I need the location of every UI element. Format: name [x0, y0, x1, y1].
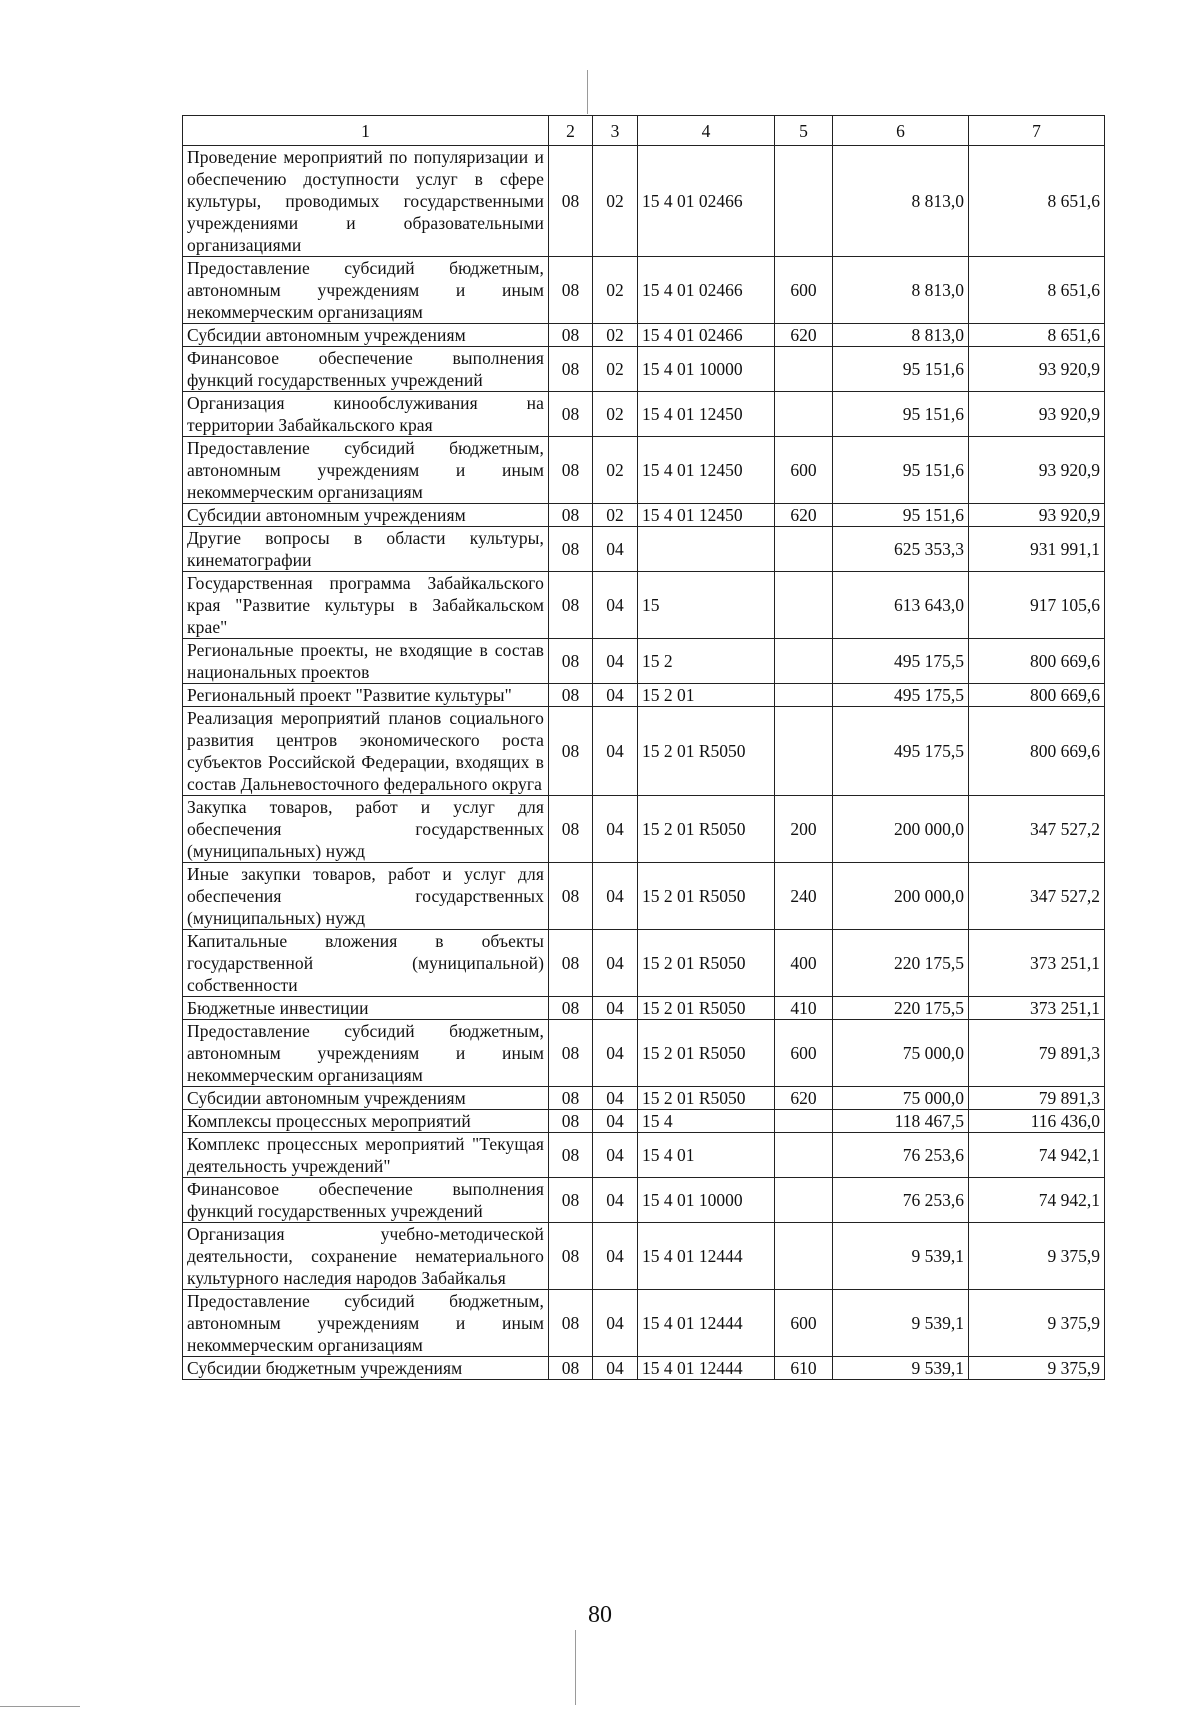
amount-year2-cell: 9 375,9 [969, 1357, 1105, 1380]
header-cell: 1 [183, 116, 549, 146]
table-row [183, 527, 1105, 572]
amount-year2-cell: 9 375,9 [969, 1223, 1105, 1290]
section-code-cell: 08 [549, 257, 593, 324]
expense-type-cell [775, 1178, 833, 1223]
amount-year1-cell: 200 000,0 [833, 796, 969, 863]
amount-year2-cell: 93 920,9 [969, 504, 1105, 527]
row-name-cell: Субсидии бюджетным учреждениям [183, 1357, 549, 1380]
target-article-cell: 15 4 01 12444 [638, 1223, 775, 1290]
amount-year2-cell: 347 527,2 [969, 796, 1105, 863]
section-code-cell: 08 [549, 1178, 593, 1223]
target-article-cell: 15 4 01 02466 [638, 257, 775, 324]
target-article-cell: 15 2 01 R5050 [638, 1020, 775, 1087]
amount-year1-cell: 220 175,5 [833, 930, 969, 997]
expense-type-cell [775, 1110, 833, 1133]
table-row [183, 1133, 1105, 1178]
scan-artifact [587, 70, 588, 114]
row-name-cell: Бюджетные инвестиции [183, 997, 549, 1020]
table-row [183, 997, 1105, 1020]
amount-year2-cell: 74 942,1 [969, 1133, 1105, 1178]
amount-year2-cell: 8 651,6 [969, 257, 1105, 324]
table-row [183, 1020, 1105, 1087]
expense-type-cell [775, 684, 833, 707]
table-row [183, 257, 1105, 324]
expense-type-cell: 600 [775, 1290, 833, 1357]
row-name-cell: Закупка товаров, работ и услуг для обеспечения государственных (муниципальных) нужд [183, 796, 549, 863]
target-article-cell: 15 2 01 R5050 [638, 796, 775, 863]
amount-year2-cell: 93 920,9 [969, 347, 1105, 392]
amount-year2-cell: 800 669,6 [969, 639, 1105, 684]
subsection-code-cell: 04 [593, 796, 638, 863]
amount-year1-cell: 95 151,6 [833, 437, 969, 504]
row-name-cell: Предоставление субсидий бюджетным, автономным учреждениям и иным некоммерческим организациям [183, 437, 549, 504]
expense-type-cell: 200 [775, 796, 833, 863]
expense-type-cell: 400 [775, 930, 833, 997]
amount-year1-cell: 220 175,5 [833, 997, 969, 1020]
row-name-cell: Другие вопросы в области культуры, кинематографии [183, 527, 549, 572]
header-cell: 6 [833, 116, 969, 146]
target-article-cell: 15 4 01 02466 [638, 324, 775, 347]
amount-year2-cell: 8 651,6 [969, 324, 1105, 347]
subsection-code-cell: 04 [593, 1110, 638, 1133]
row-name-cell: Предоставление субсидий бюджетным, автономным учреждениям и иным некоммерческим организациям [183, 1290, 549, 1357]
row-name-cell: Организация учебно-методической деятельности, сохранение нематериального культурного наследия народов Забайкалья [183, 1223, 549, 1290]
section-code-cell: 08 [549, 997, 593, 1020]
target-article-cell: 15 4 [638, 1110, 775, 1133]
target-article-cell: 15 [638, 572, 775, 639]
amount-year2-cell: 9 375,9 [969, 1290, 1105, 1357]
row-name-cell: Региональные проекты, не входящие в состав национальных проектов [183, 639, 549, 684]
amount-year1-cell: 200 000,0 [833, 863, 969, 930]
subsection-code-cell: 04 [593, 1178, 638, 1223]
table-row [183, 1087, 1105, 1110]
amount-year1-cell: 613 643,0 [833, 572, 969, 639]
target-article-cell: 15 4 01 12444 [638, 1357, 775, 1380]
table-row [183, 639, 1105, 684]
amount-year1-cell: 9 539,1 [833, 1290, 969, 1357]
table-row [183, 437, 1105, 504]
amount-year1-cell: 495 175,5 [833, 684, 969, 707]
subsection-code-cell: 02 [593, 257, 638, 324]
row-name-cell: Проведение мероприятий по популяризации и обеспечению доступности услуг в сфере культуры, проводимых государственными учреждениями и образовательными организациями [183, 146, 549, 257]
target-article-cell: 15 4 01 12450 [638, 504, 775, 527]
expense-type-cell: 600 [775, 1020, 833, 1087]
expense-type-cell [775, 392, 833, 437]
table-row [183, 1290, 1105, 1357]
amount-year1-cell: 495 175,5 [833, 707, 969, 796]
amount-year1-cell: 76 253,6 [833, 1178, 969, 1223]
section-code-cell: 08 [549, 1020, 593, 1087]
subsection-code-cell: 04 [593, 930, 638, 997]
amount-year2-cell: 917 105,6 [969, 572, 1105, 639]
row-name-cell: Предоставление субсидий бюджетным, автономным учреждениям и иным некоммерческим организациям [183, 1020, 549, 1087]
row-name-cell: Финансовое обеспечение выполнения функций государственных учреждений [183, 347, 549, 392]
table-row [183, 146, 1105, 257]
target-article-cell: 15 4 01 10000 [638, 347, 775, 392]
row-name-cell: Субсидии автономным учреждениям [183, 1087, 549, 1110]
amount-year1-cell: 118 467,5 [833, 1110, 969, 1133]
expense-type-cell: 620 [775, 504, 833, 527]
table-row [183, 707, 1105, 796]
amount-year1-cell: 8 813,0 [833, 257, 969, 324]
subsection-code-cell: 04 [593, 1357, 638, 1380]
target-article-cell: 15 2 01 R5050 [638, 863, 775, 930]
expense-type-cell: 410 [775, 997, 833, 1020]
section-code-cell: 08 [549, 930, 593, 997]
expense-type-cell: 600 [775, 257, 833, 324]
subsection-code-cell: 02 [593, 347, 638, 392]
expense-type-cell [775, 639, 833, 684]
subsection-code-cell: 04 [593, 1223, 638, 1290]
section-code-cell: 08 [549, 146, 593, 257]
table-body [183, 146, 1105, 1380]
scan-artifact [0, 1706, 80, 1707]
expense-type-cell [775, 347, 833, 392]
header-cell: 7 [969, 116, 1105, 146]
subsection-code-cell: 04 [593, 1020, 638, 1087]
amount-year1-cell: 625 353,3 [833, 527, 969, 572]
row-name-cell: Субсидии автономным учреждениям [183, 504, 549, 527]
table-row [183, 1178, 1105, 1223]
header-cell: 3 [593, 116, 638, 146]
row-name-cell: Капитальные вложения в объекты государственной (муниципальной) собственности [183, 930, 549, 997]
subsection-code-cell: 02 [593, 392, 638, 437]
subsection-code-cell: 02 [593, 437, 638, 504]
table-row [183, 504, 1105, 527]
table-row [183, 684, 1105, 707]
target-article-cell: 15 4 01 12444 [638, 1290, 775, 1357]
section-code-cell: 08 [549, 684, 593, 707]
expense-type-cell [775, 1133, 833, 1178]
target-article-cell: 15 2 01 [638, 684, 775, 707]
table-row [183, 392, 1105, 437]
table-row [183, 1110, 1105, 1133]
target-article-cell: 15 4 01 02466 [638, 146, 775, 257]
subsection-code-cell: 04 [593, 639, 638, 684]
table-row [183, 572, 1105, 639]
amount-year2-cell: 800 669,6 [969, 707, 1105, 796]
amount-year2-cell: 931 991,1 [969, 527, 1105, 572]
amount-year2-cell: 74 942,1 [969, 1178, 1105, 1223]
expense-type-cell: 620 [775, 1087, 833, 1110]
amount-year2-cell: 79 891,3 [969, 1020, 1105, 1087]
amount-year1-cell: 8 813,0 [833, 146, 969, 257]
row-name-cell: Иные закупки товаров, работ и услуг для обеспечения государственных (муниципальных) нужд [183, 863, 549, 930]
row-name-cell: Государственная программа Забайкальского края "Развитие культуры в Забайкальском крае" [183, 572, 549, 639]
amount-year1-cell: 9 539,1 [833, 1223, 969, 1290]
table-row [183, 796, 1105, 863]
row-name-cell: Комплексы процессных мероприятий [183, 1110, 549, 1133]
expense-type-cell [775, 146, 833, 257]
section-code-cell: 08 [549, 1223, 593, 1290]
target-article-cell: 15 2 01 R5050 [638, 1087, 775, 1110]
subsection-code-cell: 04 [593, 997, 638, 1020]
row-name-cell: Предоставление субсидий бюджетным, автономным учреждениям и иным некоммерческим организациям [183, 257, 549, 324]
expense-type-cell: 240 [775, 863, 833, 930]
expense-type-cell: 600 [775, 437, 833, 504]
amount-year1-cell: 8 813,0 [833, 324, 969, 347]
amount-year1-cell: 75 000,0 [833, 1020, 969, 1087]
section-code-cell: 08 [549, 572, 593, 639]
amount-year2-cell: 79 891,3 [969, 1087, 1105, 1110]
subsection-code-cell: 02 [593, 146, 638, 257]
target-article-cell: 15 2 01 R5050 [638, 930, 775, 997]
table-row [183, 1357, 1105, 1380]
subsection-code-cell: 02 [593, 324, 638, 347]
amount-year2-cell: 347 527,2 [969, 863, 1105, 930]
header-cell: 5 [775, 116, 833, 146]
expense-type-cell [775, 527, 833, 572]
table-row [183, 863, 1105, 930]
table-header-row [183, 116, 1105, 146]
subsection-code-cell: 04 [593, 684, 638, 707]
subsection-code-cell: 04 [593, 1290, 638, 1357]
section-code-cell: 08 [549, 1357, 593, 1380]
target-article-cell [638, 527, 775, 572]
subsection-code-cell: 04 [593, 572, 638, 639]
amount-year2-cell: 116 436,0 [969, 1110, 1105, 1133]
section-code-cell: 08 [549, 347, 593, 392]
subsection-code-cell: 04 [593, 527, 638, 572]
row-name-cell: Финансовое обеспечение выполнения функций государственных учреждений [183, 1178, 549, 1223]
amount-year2-cell: 373 251,1 [969, 997, 1105, 1020]
amount-year2-cell: 93 920,9 [969, 437, 1105, 504]
row-name-cell: Организация кинообслуживания на территории Забайкальского края [183, 392, 549, 437]
row-name-cell: Субсидии автономным учреждениям [183, 324, 549, 347]
section-code-cell: 08 [549, 527, 593, 572]
expense-type-cell: 610 [775, 1357, 833, 1380]
expense-type-cell [775, 707, 833, 796]
amount-year2-cell: 93 920,9 [969, 392, 1105, 437]
scan-artifact [575, 1630, 576, 1705]
subsection-code-cell: 02 [593, 504, 638, 527]
row-name-cell: Реализация мероприятий планов социального развития центров экономического роста субъектов Российской Федерации, входящих в состав Дальневосточного федерального округа [183, 707, 549, 796]
expense-type-cell [775, 1223, 833, 1290]
amount-year1-cell: 76 253,6 [833, 1133, 969, 1178]
section-code-cell: 08 [549, 796, 593, 863]
amount-year2-cell: 373 251,1 [969, 930, 1105, 997]
amount-year2-cell: 800 669,6 [969, 684, 1105, 707]
target-article-cell: 15 2 01 R5050 [638, 707, 775, 796]
section-code-cell: 08 [549, 707, 593, 796]
table-row [183, 347, 1105, 392]
target-article-cell: 15 4 01 12450 [638, 392, 775, 437]
target-article-cell: 15 2 01 R5050 [638, 997, 775, 1020]
row-name-cell: Региональный проект "Развитие культуры" [183, 684, 549, 707]
target-article-cell: 15 4 01 10000 [638, 1178, 775, 1223]
section-code-cell: 08 [549, 639, 593, 684]
target-article-cell: 15 2 [638, 639, 775, 684]
header-cell: 2 [549, 116, 593, 146]
page-number: 80 [588, 1602, 612, 1628]
target-article-cell: 15 4 01 [638, 1133, 775, 1178]
expense-type-cell [775, 572, 833, 639]
section-code-cell: 08 [549, 437, 593, 504]
budget-table [182, 115, 1105, 1380]
row-name-cell: Комплекс процессных мероприятий "Текущая деятельность учреждений" [183, 1133, 549, 1178]
section-code-cell: 08 [549, 324, 593, 347]
table-row [183, 1223, 1105, 1290]
table-row [183, 930, 1105, 997]
section-code-cell: 08 [549, 504, 593, 527]
section-code-cell: 08 [549, 1110, 593, 1133]
amount-year1-cell: 75 000,0 [833, 1087, 969, 1110]
subsection-code-cell: 04 [593, 863, 638, 930]
expense-type-cell: 620 [775, 324, 833, 347]
header-cell: 4 [638, 116, 775, 146]
subsection-code-cell: 04 [593, 707, 638, 796]
amount-year1-cell: 495 175,5 [833, 639, 969, 684]
subsection-code-cell: 04 [593, 1133, 638, 1178]
section-code-cell: 08 [549, 1087, 593, 1110]
subsection-code-cell: 04 [593, 1087, 638, 1110]
amount-year2-cell: 8 651,6 [969, 146, 1105, 257]
amount-year1-cell: 95 151,6 [833, 347, 969, 392]
section-code-cell: 08 [549, 392, 593, 437]
amount-year1-cell: 9 539,1 [833, 1357, 969, 1380]
section-code-cell: 08 [549, 1133, 593, 1178]
section-code-cell: 08 [549, 863, 593, 930]
table-row [183, 324, 1105, 347]
target-article-cell: 15 4 01 12450 [638, 437, 775, 504]
amount-year1-cell: 95 151,6 [833, 504, 969, 527]
amount-year1-cell: 95 151,6 [833, 392, 969, 437]
section-code-cell: 08 [549, 1290, 593, 1357]
